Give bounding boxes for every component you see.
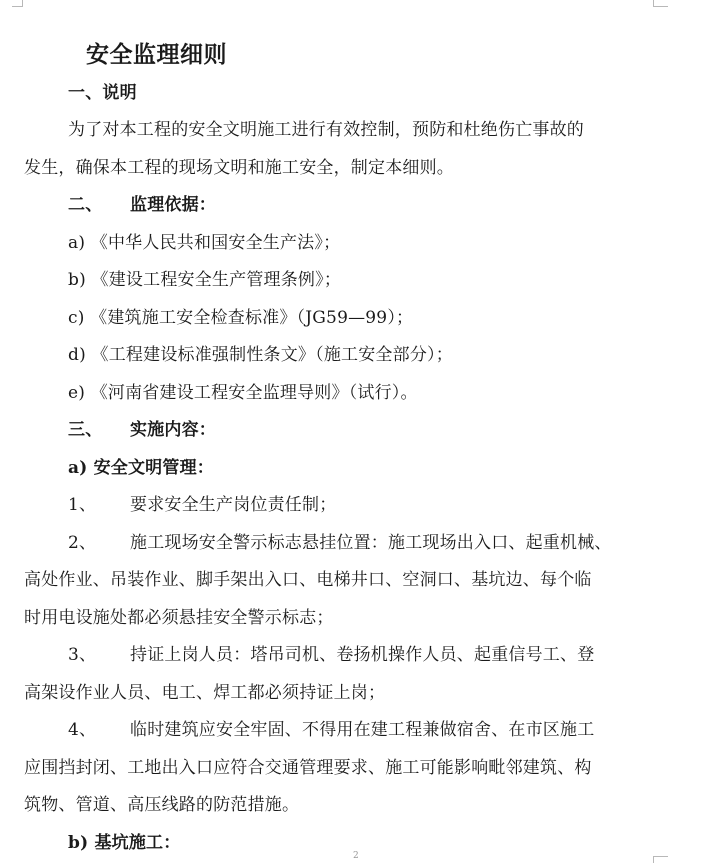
item-4-line-2: 应围挡封闭、工地出入口应符合交通管理要求、施工可能影响毗邻建筑、构 (24, 758, 592, 778)
section-2-heading (68, 193, 216, 217)
basis-item-b: b) 《建设工程安全生产管理条例》； (68, 270, 342, 290)
item-1-number: 1、 (68, 495, 97, 515)
section-1-para-line-1: 为了对本工程的安全文明施工进行有效控制，预防和杜绝伤亡事故的 (68, 120, 584, 140)
section-3-heading (68, 418, 216, 442)
page-number: 2 (353, 851, 359, 861)
basis-item-c: c) 《建筑施工安全检查标准》（JG59—99）； (68, 308, 414, 328)
item-2-number: 2、 (68, 533, 97, 553)
subsection-b-heading: b) 基坑施工： (68, 833, 181, 853)
crop-mark-top-right (653, 0, 668, 7)
item-4-line-1 (68, 718, 594, 742)
item-3-line-1 (68, 643, 594, 667)
item-4-line-3: 筑物、管道、高压线路的防范措施。 (24, 795, 300, 815)
section-1-para-line-2: 发生，确保本工程的现场文明和施工安全，制定本细则。 (24, 158, 454, 178)
section-3-number: 三、 (68, 420, 103, 440)
item-1-text: 要求安全生产岗位责任制； (130, 495, 337, 515)
crop-mark-bottom-right (653, 856, 668, 863)
basis-item-a: a) 《中华人民共和国安全生产法》； (68, 233, 341, 253)
section-2-number: 二、 (68, 195, 103, 215)
basis-item-d: d) 《工程建设标准强制性条文》（施工安全部分）； (68, 345, 453, 365)
section-1-heading: 一、说明 (68, 83, 137, 103)
item-2-line-2: 高处作业、吊装作业、脚手架出入口、电梯井口、空洞口、基坑边、每个临 (24, 570, 592, 590)
item-1 (68, 493, 336, 517)
subsection-a-heading: a) 安全文明管理： (68, 458, 214, 478)
section-3-title: 实施内容： (130, 420, 216, 440)
item-3-number: 3、 (68, 645, 97, 665)
crop-mark-top-left (12, 0, 23, 7)
item-2-text: 施工现场安全警示标志悬挂位置：施工现场出入口、起重机械、 (130, 533, 612, 553)
item-4-text: 临时建筑应安全牢固、不得用在建工程兼做宿舍、在市区施工 (130, 720, 595, 740)
item-3-text: 持证上岗人员：塔吊司机、卷扬机操作人员、起重信号工、登 (130, 645, 595, 665)
item-2-line-1 (68, 531, 612, 555)
item-2-line-3: 时用电设施处都必须悬挂安全警示标志； (24, 608, 334, 628)
document-title: 安全监理细则 (86, 41, 227, 68)
item-3-line-2: 高架设作业人员、电工、焊工都必须持证上岗； (24, 683, 386, 703)
section-2-title: 监理依据： (130, 195, 216, 215)
basis-item-e: e) 《河南省建设工程安全监理导则》（试行）。 (68, 383, 418, 403)
item-4-number: 4、 (68, 720, 97, 740)
